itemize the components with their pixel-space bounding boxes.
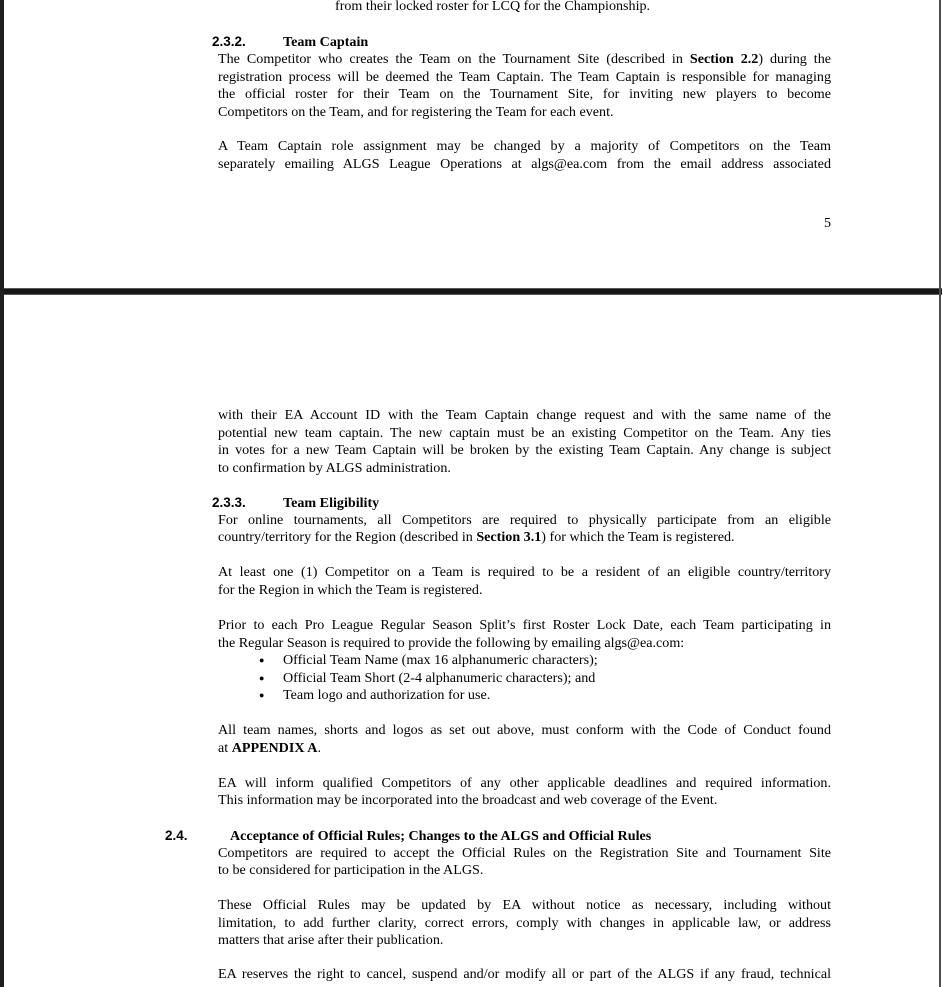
text-segment: at [218,739,232,756]
text-line [218,529,831,547]
text-line: These Official Rules may be updated by EA without notice as necessary, including without [218,897,831,913]
paragraph-online-tournaments [218,512,831,547]
bullet-item [218,652,831,670]
text-line: with their EA Account ID with the Team Captain change request and with the same name of the [218,407,831,423]
section-number: 2.3.2. [212,34,246,49]
text-segment: ) during the [758,51,831,67]
paragraph-ea-reserves [218,966,831,984]
section-number: 2.3.3. [212,495,246,510]
text-line: This information may be incorporated into the broadcast and web coverage of the Event. [218,792,718,808]
text-line: All team names, shorts and logos as set out above, must conform with the Code of Conduct found [218,722,831,738]
text-line: potential new team captain. The new captain must be an existing Competitor on the Team. Any ties [218,424,831,441]
text-segment: country/territory for the Region (described in [218,529,477,545]
paragraph-deadlines-info [218,775,831,810]
section-title: Team Captain [283,34,369,50]
bullet-text: Team logo and authorization for use. [283,687,491,703]
bullet-text: Official Team Short (2-4 alphanumeric characters); and [283,669,596,686]
page-number: 5 [823,215,831,231]
text-line: to confirmation by ALGS administration. [218,459,451,476]
bullet-item [218,687,831,705]
paragraph-accept-rules [218,845,831,880]
paragraph-captain-change-continued [218,407,831,477]
section-title: Team Eligibility [283,495,380,511]
text-line: Prior to each Pro League Regular Season Split’s first Roster Lock Date, each Team participating in [218,617,831,633]
text-line: separately emailing ALGS League Operations at algs@ea.com from the email address associated [218,155,831,172]
paragraph-captain-change [218,138,831,173]
text-line: the official roster for their Team on the Tournament Site, for inviting new players to become [218,86,831,102]
section-heading-2-3-3 [212,494,379,513]
text-line: for the Region in which the Team is registered. [218,581,483,598]
text-line: registration process will be deemed the Team Captain. The Team Captain is responsible for managing [218,68,831,85]
text-line: A Team Captain role assignment may be changed by a majority of Competitors on the Team [218,138,831,154]
text-line: EA reserves the right to cancel, suspend and/or modify all or part of the ALGS if any fraud, technical [218,966,831,982]
text-line: limitation, to add further clarity, correct errors, comply with changes in applicable law, or address [218,914,831,931]
page-separator [0,288,942,295]
text-segment: . [317,739,321,756]
text-line: EA will inform qualified Competitors of any other applicable deadlines and required information. [218,774,831,791]
text-line: At least one (1) Competitor on a Team is required to be a resident of an eligible country/territory [218,564,831,580]
text-line: to be considered for participation in the ALGS. [218,862,484,878]
text-line: For online tournaments, all Competitors are required to physically participate from an eligible [218,511,831,528]
text-segment-bold: APPENDIX A [231,739,318,756]
paragraph-continued-line: from their locked roster for LCQ for the Championship. [335,0,651,14]
paragraph-rule-updates [218,897,831,950]
viewer-left-edge [0,0,4,987]
text-line [218,51,831,69]
bullet-icon: ● [259,655,265,665]
bullet-icon: ● [259,690,265,700]
bullet-item [218,670,831,688]
paragraph-team-captain [218,51,831,121]
text-segment-bold: Section 2.2 [689,51,759,67]
section-heading-2-3-2 [212,33,368,52]
bullet-icon: ● [259,672,265,683]
paragraph-code-of-conduct [218,722,831,757]
text-line: Competitors on the Team, and for registering the Team for each event. [218,103,614,120]
paragraph-roster-lock [218,617,831,705]
paragraph-resident-requirement [218,564,831,599]
text-line: the Regular Season is required to provide the following by emailing algs@ea.com: [218,634,685,651]
text-line [218,740,831,758]
text-line: Competitors are required to accept the Official Rules on the Registration Site and Tournament Site [218,844,831,861]
text-line: in votes for a new Team Captain will be broken by the existing Team Captain. Any change is subject [218,442,831,458]
section-title: Acceptance of Official Rules; Changes to the ALGS and Official Rules [230,828,652,844]
bullet-text: Official Team Name (max 16 alphanumeric characters); [283,652,598,668]
text-segment: The Competitor who creates the Team on the Tournament Site (described in [218,51,690,67]
text-segment: ) for which the Team is registered. [541,529,735,545]
section-heading-2-4 [165,827,651,846]
page-right-border [939,0,941,987]
section-number: 2.4. [165,828,188,843]
text-line: matters that arise after their publication. [218,932,444,948]
text-segment-bold: Section 3.1 [476,529,542,545]
